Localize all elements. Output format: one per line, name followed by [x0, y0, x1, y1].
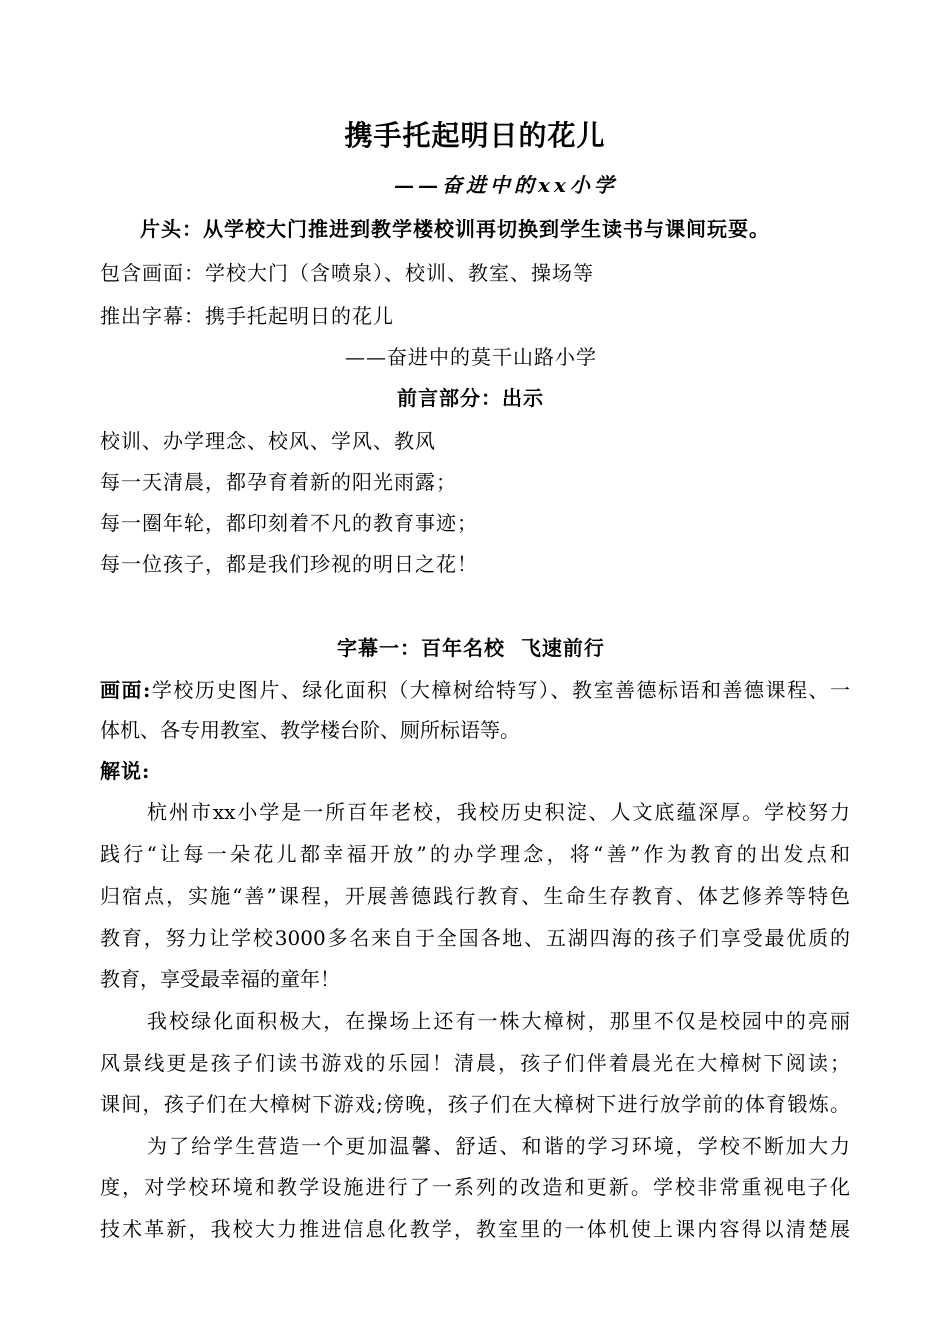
poem-line: 每一圈年轮，都印刻着不凡的教育事迹； — [100, 511, 478, 535]
preface-items: 校训、办学理念、校风、学风、教风 — [100, 429, 436, 453]
narration-line: 教育，努力让学校3000多名来自于全国各地、五湖四海的孩子们享受最优质的 — [100, 926, 850, 950]
caption-sub-line: ——奋进中的莫干山路小学 — [345, 345, 597, 369]
picture-line: 体机、各专用教室、教学楼台阶、厕所标语等。 — [100, 718, 520, 742]
document-title: 携手托起明日的花儿 — [344, 119, 606, 152]
caption-line: 推出字幕：携手托起明日的花儿 — [100, 304, 394, 328]
scenes-line: 包含画面：学校大门（含喷泉）、校训、教室、操场等 — [100, 261, 594, 285]
narration-line: 为了给学生营造一个更加温馨、舒适、和谐的学习环境，学校不断加大力 — [147, 1134, 850, 1158]
narration-line: 度，对学校环境和教学设施进行了一系列的改造和更新。学校非常重视电子化 — [100, 1175, 850, 1199]
opening-line: 片头：从学校大门推进到教学楼校训再切换到学生读书与课间玩耍。 — [140, 217, 770, 241]
narration-line: 归宿点，实施“善”课程，开展善德践行教育、生命生存教育、体艺修养等特色 — [100, 884, 850, 908]
document-subtitle: ——奋进中的xx小学 — [394, 173, 618, 197]
narration-line: 风景线更是孩子们读书游戏的乐园！清晨，孩子们伴着晨光在大樟树下阅读； — [100, 1051, 850, 1075]
picture-label: 画面: — [100, 678, 151, 702]
preface-heading: 前言部分：出示 — [397, 386, 544, 410]
narration-line: 技术革新，我校大力推进信息化教学，教室里的一体机使上课内容得以清楚展 — [100, 1217, 850, 1241]
narration-label: 解说: — [100, 759, 151, 783]
poem-line: 每一天清晨，都孕育着新的阳光雨露； — [100, 470, 457, 494]
section-heading: 字幕一：百年名校 飞速前行 — [337, 636, 605, 660]
narration-line: 课间，孩子们在大樟树下游戏;傍晚，孩子们在大樟树下进行放学前的体育锻炼。 — [100, 1092, 850, 1116]
narration-line: 我校绿化面积极大，在操场上还有一株大樟树，那里不仅是校园中的亮丽 — [147, 1009, 850, 1033]
narration-line: 践行“让每一朵花儿都幸福开放”的办学理念，将“善”作为教育的出发点和 — [100, 842, 850, 866]
picture-line — [100, 676, 850, 704]
picture-text: 学校历史图片、绿化面积（大樟树给特写）、教室善德标语和善德课程、一 — [150, 678, 850, 702]
narration-line: 教育，享受最幸福的童年！ — [100, 967, 340, 991]
narration-line: 杭州市xx小学是一所百年老校，我校历史积淀、人文底蕴深厚。学校努力 — [147, 800, 850, 824]
poem-line: 每一位孩子，都是我们珍视的明日之花！ — [100, 552, 478, 576]
